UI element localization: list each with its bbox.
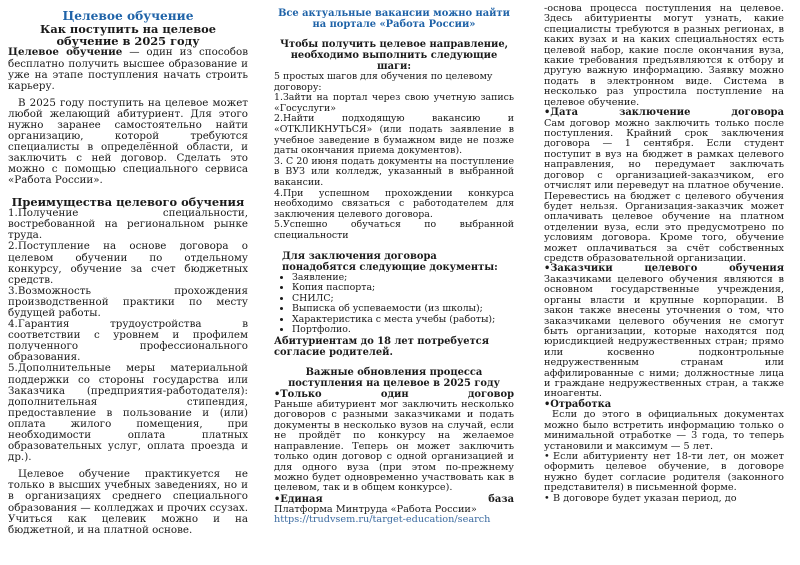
main-title: Целевое обучение <box>62 9 194 23</box>
doc-item: • Характеристика с места учебы (работы); <box>292 315 514 326</box>
updates-heading: Важные обновления процесса поступления на целевое в 2025 году <box>288 367 500 390</box>
advantage-item: 4.Гарантия трудоустройства в соответствии с уровнем и профилем полученного профессионального образования. <box>8 318 248 364</box>
steps-heading: Чтобы получить целевое направление, необходимо выполнить следующие шаги: <box>279 39 509 72</box>
closing-paragraph: Целевое обучение практикуется не только в высших учебных заведениях, но и в организациях среднего специального образования — колледжах и прочих ссузах. Учиться как целевик можно и на бюджетной, и на платной основе. <box>8 468 248 536</box>
bullet-item <box>544 452 784 494</box>
unified-base-continuation: -основа процесса поступления на целевое. Здесь абитуриенты могут узнать, какие специалисты требуются в разных регионах, в каких вузах и на каких специальностях есть целевой набор, какие после окончания вуза, какие требования предъявляются к отбору и другую важную информацию. Заявку можно подать в электронном виде. Система в несколько раз упростила поступление на целевое обучение. <box>544 3 784 108</box>
intro-term: Целевое обучение <box>8 46 123 59</box>
intro-text: — один из способов бесплатно получить высшее образование и уже на этапе поступления начать строить карьеру. <box>8 46 248 92</box>
advantage-item: 3.Возможность прохождения производственной практики по месту будущей работы. <box>8 284 248 319</box>
steps-list <box>274 93 514 241</box>
advantage-item: 5.Дополнительные меры материальной поддержки со стороны государства или Заказчика (предприятия-работодателя): дополнительная стипендия, предоставление в пользование и (или) оплата жилого помещения, при необходимости оплата платных образовательных услуг, оплата проезда и др.). <box>8 362 248 464</box>
customers-text: Заказчиками целевого обучения являются в основном государственные учреждения, органы власти и крупные корпорации. В закон также внесены уточнения о том, что заказчиками целевого обучения не смогут быть организации, которые находятся под юрисдикцией недружественных стран; прямо или косвенно подконтрольные недружественным странам или аффилированные с ними; должностные лица и граждане недружественных стран, а также иноагенты. <box>544 273 784 400</box>
doc-item: • Портфолио. <box>292 325 514 336</box>
step-item: 4.При успешном прохождении конкурса необходимо связаться с работодателем для заключения целевого договора. <box>274 187 514 220</box>
advantages-list <box>8 208 248 463</box>
step-item: 3. С 20 июня подать документы на поступление в ВУЗ или колледж, указанный в выбранной вакансии. <box>274 155 514 188</box>
trudvsem-link[interactable]: https://trudvsem.ru/target-education/search <box>274 514 491 526</box>
docs-list <box>274 273 514 337</box>
bullet-text: Если абитуриенту нет 18-ти лет, он может оформить целевое обучение, в договоре нужно будет согласие родителя (законного представителя) в письменной форме. <box>544 451 784 494</box>
doc-item: • Заявление; <box>292 273 514 284</box>
docs-heading: Для заключения договора понадобятся следующие документы: <box>282 250 498 273</box>
paragraph-2025: В 2025 году поступить на целевое может любой желающий абитуриент. Для этого нужно заранее самостоятельно найти организацию, которой требуются специалисты в определённой области, и заключить с ней договор. Сделать это можно с помощью специального сервиса «Работа России». <box>8 96 248 187</box>
doc-item: • Копия паспорта; <box>292 283 514 294</box>
one-contract-label: •Только один договор <box>274 389 514 401</box>
step-item: 1.Зайти на портал через свою учетную запись «Госуслуги» <box>274 92 514 114</box>
subtitle: Как поступить на целевое обучение в 2025 году <box>39 22 217 49</box>
contract-date-label: •Дата заключение договора <box>544 107 784 119</box>
bullet-icon: • <box>544 492 550 504</box>
unified-base-label: •Единая база <box>274 493 514 505</box>
doc-item: • Выписка об успеваемости (из школы); <box>292 304 514 315</box>
bullet-text: В договоре будет указан период, до <box>553 492 737 504</box>
minors-note: Абитуриентам до 18 лет потребуется согласие родителей. <box>274 336 489 359</box>
bullet-icon: • <box>544 451 550 463</box>
portal-header: Все актуальные вакансии можно найти на портале «Работа России» <box>278 8 510 30</box>
column-left <box>4 0 252 565</box>
column-right <box>540 0 788 565</box>
advantage-item: 1.Получение специальности, востребованной на региональном рынке труда. <box>8 207 248 242</box>
workoff-label: •Отработка <box>544 398 612 410</box>
step-item: 5.Успешно обучаться по выбранной специальности <box>274 219 514 241</box>
advantages-heading: Преимущества целевого обучения <box>11 194 245 209</box>
doc-item: • СНИЛС; <box>292 294 514 305</box>
workoff-text: Если до этого в официальных документах можно было встретить информацию только о минимальной отработке — 3 года, то теперь установили и максимум — 5 лет. <box>544 409 784 452</box>
one-contract-text: Раньше абитуриент мог заключить несколько договоров с разными заказчиками и подать документы в несколько вузов на случай, если не пройдёт по конкурсу на желаемое направление. Теперь он может заключить только один договор с одной организацией и для одного вуза (при этом по-прежнему можно будет одновременно участвовать как в целевом, так и в общем конкурсе). <box>274 399 514 494</box>
steps-intro: 5 простых шагов для обучения по целевому договору: <box>274 71 493 93</box>
advantage-item: 2.Поступление на основе договора о целевом обучении по отдельному конкурсу, обучение за счет бюджетных средств. <box>8 240 248 286</box>
column-middle <box>270 0 518 565</box>
bullet-item <box>544 494 784 504</box>
contract-date-text: Сам договор можно заключить только после поступления. Крайний срок заключения договора — 1 сентября. Если студент поступит в вуз на бюджет в рамках целевого направления, но передумает заключать договор с организацией-заказчиком, его отчислят или переведут на платное обучение. Перевестись на бюджет с целевого обучения будет нельзя. Организация-заказчик может оплачивать целевое обучение на платном отделении вуза, если это предусмотрено по условиям договора. Кроме того, обучение может оплачиваться за счёт собственных средств образовательной организации. <box>544 117 784 264</box>
intro-paragraph <box>8 47 248 91</box>
unified-base-text: Платформа Минтруда «Работа России» <box>274 503 477 515</box>
step-item: 2.Найти подходящую вакансию и «ОТКЛИКНУТЬСЯ» (или подать заявление в учебное заведение в бумажном виде не позже даты окончания приема документов). <box>274 113 514 157</box>
customers-label: •Заказчики целевого обучения <box>544 263 784 275</box>
